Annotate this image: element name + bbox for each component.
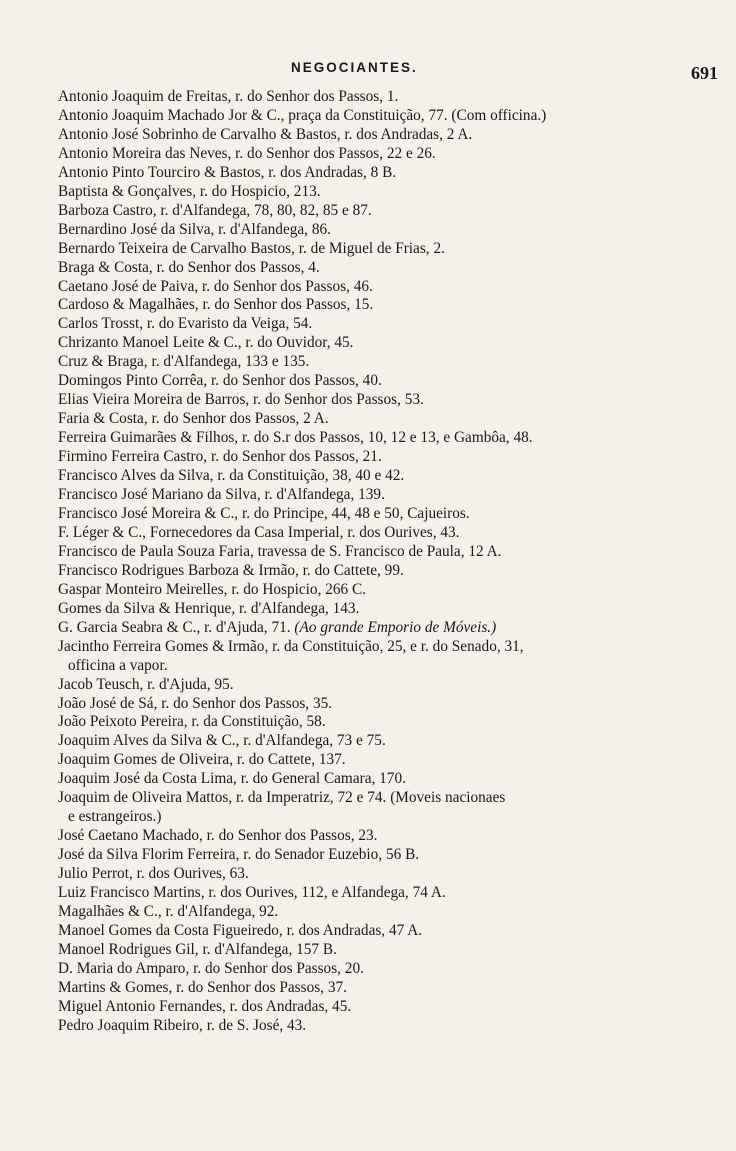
list-item: Julio Perrot, r. dos Ourives, 63. [58,865,249,883]
list-item: Antonio Pinto Tourciro & Bastos, r. dos Andradas, 8 B. [58,163,397,181]
list-item: Faria & Costa, r. do Senhor dos Passos, 2 A. [58,410,329,428]
list-item: Miguel Antonio Fernandes, r. dos Andradas, 45. [58,997,352,1015]
list-item: Francisco de Paula Souza Faria, travessa de S. Francisco de Paula, 12 A. [58,542,502,560]
list-item: Firmino Ferreira Castro, r. do Senhor dos Passos, 21. [58,448,382,466]
merchant-list [58,88,708,1036]
list-item: Antonio Joaquim Machado Jor & C., praça da Constituição, 77. (Com officina.) [58,106,547,124]
list-item: Joaquim Gomes de Oliveira, r. do Cattete, 137. [58,751,346,769]
list-item: Braga & Costa, r. do Senhor dos Passos, 4. [58,258,320,276]
list-item: Chrizanto Manoel Leite & C., r. do Ouvidor, 45. [58,334,354,352]
list-item: Joaquim José da Costa Lima, r. do General Camara, 170. [58,770,406,788]
list-item: Carlos Trosst, r. do Evaristo da Veiga, 54. [58,315,313,333]
list-item: Bernardo Teixeira de Carvalho Bastos, r. de Miguel de Frias, 2. [58,239,445,257]
list-item: Joaquim Alves da Silva & C., r. d'Alfandega, 73 e 75. [58,732,386,750]
list-item-garcia [58,619,708,638]
list-item: Antonio Joaquim de Freitas, r. do Senhor dos Passos, 1. [58,88,399,105]
list-item: João José de Sá, r. do Senhor dos Passos, 35. [58,694,333,712]
entry-text: G. Garcia Seabra & C., r. d'Ajuda, 71. [58,618,291,636]
list-item: Domingos Pinto Corrêa, r. do Senhor dos Passos, 40. [58,372,382,390]
list-item: Luiz Francisco Martins, r. dos Ourives, 112, e Alfandega, 74 A. [58,884,446,902]
list-item: Francisco Alves da Silva, r. da Constituição, 38, 40 e 42. [58,467,405,485]
entry-continuation: e estrangeiros.) [68,808,162,826]
list-item-jacintho [58,638,708,676]
entry-italic-note: (Ao grande Emporio de Móveis.) [294,618,497,636]
page-header [0,60,736,82]
entry-line: Jacintho Ferreira Gomes & Irmão, r. da Constituição, 25, e r. do Senado, 31, [58,637,524,655]
list-item: Ferreira Guimarães & Filhos, r. do S.r dos Passos, 10, 12 e 13, e Gambôa, 48. [58,429,533,447]
list-item: Manoel Gomes da Costa Figueiredo, r. dos Andradas, 47 A. [58,921,423,939]
list-item: Francisco José Moreira & C., r. do Principe, 44, 48 e 50, Cajueiros. [58,504,470,522]
list-item: Caetano José de Paiva, r. do Senhor dos Passos, 46. [58,277,373,295]
section-title: NEGOCIANTES. [291,60,418,75]
entry-line: Joaquim de Oliveira Mattos, r. da Imperatriz, 72 e 74. (Moveis nacionaes [58,789,506,807]
list-item: José da Silva Florim Ferreira, r. do Senador Euzebio, 56 B. [58,846,420,864]
list-item: José Caetano Machado, r. do Senhor dos Passos, 23. [58,827,378,845]
list-item: Antonio Moreira das Neves, r. do Senhor dos Passos, 22 e 26. [58,144,436,162]
list-item: Francisco Rodrigues Barboza & Irmão, r. do Cattete, 99. [58,561,404,579]
page-number: 691 [691,63,718,83]
list-item: Gaspar Monteiro Meirelles, r. do Hospicio, 266 C. [58,580,367,598]
list-item: Gomes da Silva & Henrique, r. d'Alfandega, 143. [58,599,360,617]
list-item: Manoel Rodrigues Gil, r. d'Alfandega, 157 B. [58,940,337,958]
list-item: Francisco José Mariano da Silva, r. d'Alfandega, 139. [58,486,385,504]
list-item: Jacob Teusch, r. d'Ajuda, 95. [58,675,234,693]
list-item: Baptista & Gonçalves, r. do Hospicio, 213. [58,182,321,200]
list-item: F. Léger & C., Fornecedores da Casa Imperial, r. dos Ourives, 43. [58,523,460,541]
list-item: Barboza Castro, r. d'Alfandega, 78, 80, 82, 85 e 87. [58,201,372,219]
list-item: Bernardino José da Silva, r. d'Alfandega, 86. [58,220,331,238]
entry-continuation: officina a vapor. [68,656,168,674]
list-item-mattos [58,789,708,827]
list-item: Cardoso & Magalhães, r. do Senhor dos Passos, 15. [58,296,374,314]
list-item: Pedro Joaquim Ribeiro, r. de S. José, 43. [58,1016,307,1034]
list-item: D. Maria do Amparo, r. do Senhor dos Passos, 20. [58,959,364,977]
list-item: Martins & Gomes, r. do Senhor dos Passos, 37. [58,978,347,996]
list-item: João Peixoto Pereira, r. da Constituição, 58. [58,713,326,731]
list-item: Antonio José Sobrinho de Carvalho & Bastos, r. dos Andradas, 2 A. [58,125,473,143]
list-item: Cruz & Braga, r. d'Alfandega, 133 e 135. [58,353,310,371]
list-item: Magalhães & C., r. d'Alfandega, 92. [58,902,279,920]
list-item: Elias Vieira Moreira de Barros, r. do Senhor dos Passos, 53. [58,391,424,409]
